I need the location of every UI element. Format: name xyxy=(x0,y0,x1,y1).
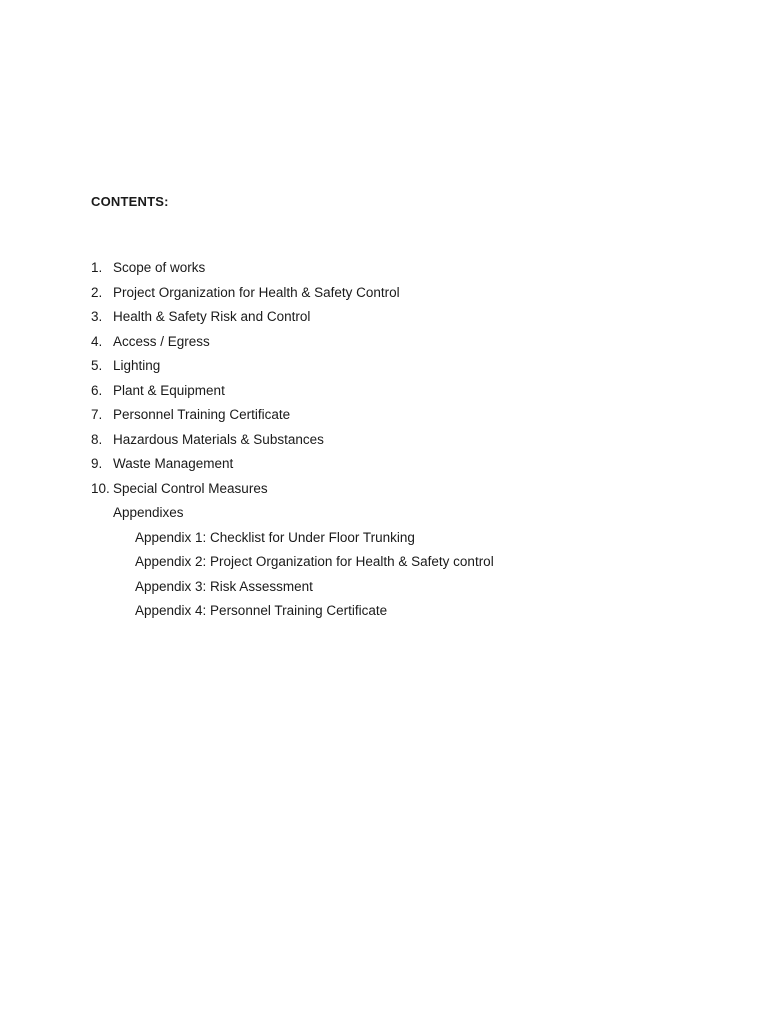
toc-item-number: 9. xyxy=(91,456,103,471)
toc-item-text: Special Control Measures xyxy=(113,480,268,496)
toc-item-number: 3. xyxy=(91,309,103,324)
toc-item-number: 1. xyxy=(91,260,103,275)
toc-item xyxy=(91,259,691,284)
toc-item xyxy=(91,308,691,333)
toc-item-text: Scope of works xyxy=(113,260,206,275)
toc-item-text: Plant & Equipment xyxy=(113,382,225,398)
toc-item-number: 5. xyxy=(91,358,103,373)
toc-item-text: Access / Egress xyxy=(113,333,210,349)
toc-item xyxy=(91,357,691,382)
toc-item xyxy=(91,382,691,407)
toc-item xyxy=(91,406,691,431)
toc-item-text: Hazardous Materials & Substances xyxy=(113,431,324,447)
appendix-item-text: Appendix 2: Project Organization for Health & Safety control xyxy=(135,554,494,569)
toc-item xyxy=(91,480,691,505)
appendixes-heading-text: Appendixes xyxy=(113,505,184,520)
appendix-item-text: Appendix 4: Personnel Training Certificate xyxy=(135,603,388,618)
toc-item-text: Personnel Training Certificate xyxy=(113,407,291,422)
toc-item-text: Health & Safety Risk and Control xyxy=(113,309,311,324)
toc-item xyxy=(91,455,691,480)
contents-heading: CONTENTS: xyxy=(91,194,169,209)
toc-item-number: 6. xyxy=(91,382,103,398)
appendix-item xyxy=(91,578,691,603)
toc-item xyxy=(91,333,691,358)
appendixes-heading xyxy=(91,504,691,529)
toc-item xyxy=(91,284,691,309)
toc-item-number: 10. xyxy=(91,480,110,496)
toc-item-number: 8. xyxy=(91,431,103,447)
appendix-item xyxy=(91,529,691,554)
toc-item-text: Lighting xyxy=(113,358,161,373)
toc-item xyxy=(91,431,691,456)
appendix-item-text: Appendix 3: Risk Assessment xyxy=(135,578,313,594)
toc-item-number: 2. xyxy=(91,284,103,300)
toc-item-number: 7. xyxy=(91,407,103,422)
toc-item-number: 4. xyxy=(91,333,103,349)
appendix-item xyxy=(91,553,691,578)
toc-item-text: Waste Management xyxy=(113,456,234,471)
toc-item-text: Project Organization for Health & Safety Control xyxy=(113,284,400,300)
appendix-item xyxy=(91,602,691,627)
appendix-item-text: Appendix 1: Checklist for Under Floor Trunking xyxy=(135,529,415,545)
table-of-contents xyxy=(91,259,691,627)
